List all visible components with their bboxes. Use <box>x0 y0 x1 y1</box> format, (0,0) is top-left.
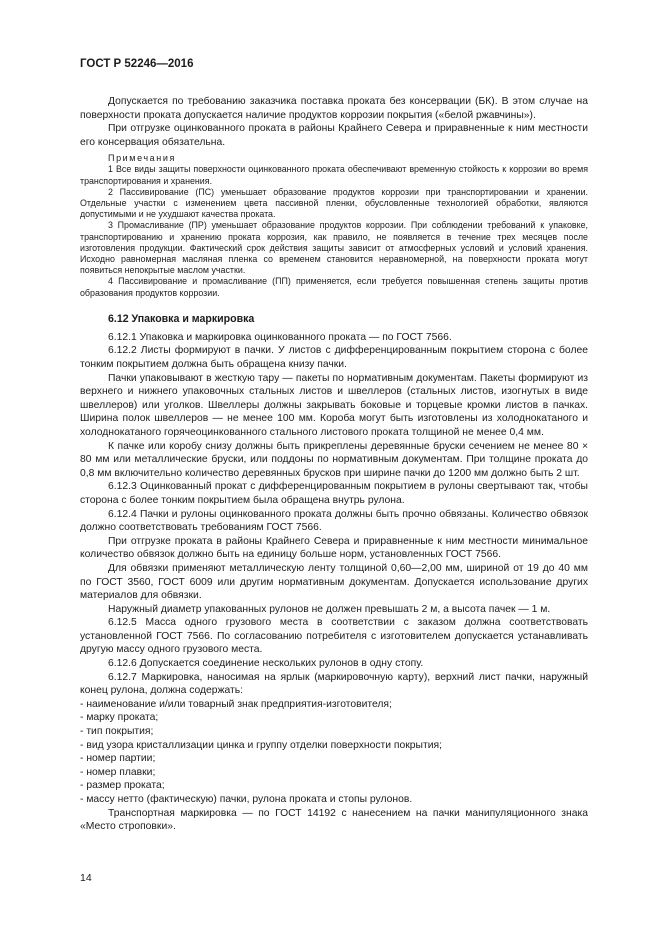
page-content <box>80 95 588 834</box>
section-title: 6.12 Упаковка и маркировка <box>108 312 255 325</box>
note-item: 4 Пассивирование и промасливание (ПП) применяется, если требуется повышенная степень защиты против образования продуктов коррозии. <box>80 276 588 298</box>
note-item: 1 Все виды защиты поверхности оцинкованного проката обеспечивают временную стойкость к коррозии во время транспортирования и хранения. <box>80 164 588 186</box>
section-paragraph: Для обвязки применяют металлическую ленту толщиной 0,60—2,00 мм, шириной от 19 до 40 мм по ГОСТ 3560, ГОСТ 6009 или другим нормативным документам. Допускается использование других материалов для обвязки. <box>80 562 588 602</box>
note-item: 2 Пассивирование (ПС) уменьшает образование продуктов коррозии при транспортировании и хранении. Отдельные участки с изменением цвета пассивной пленки, обусловленные технологией обработки, являются допустимыми и не ухудшают качества проката. <box>80 186 588 220</box>
list-item: - номер плавки; <box>80 766 156 778</box>
note-item: 3 Промасливание (ПР) уменьшает образование продуктов коррозии. При соблюдении требований к упаковке, транспортированию и хранению проката коррозия, как правило, не появляется в течение трех месяцев после изготовления продукции. Фактический срок действия защиты зависит от атмосферных условий и условий хранения. Исходно равномерная масляная пленка со временем становится неравномерной, на поверхности проката могут появиться непокрытые маслом участки. <box>80 220 588 276</box>
notes-title: Примечания <box>108 153 176 164</box>
list-item: - номер партии; <box>80 753 156 765</box>
list-item: - марку проката; <box>80 712 159 724</box>
section-paragraph: К пачке или коробу снизу должны быть прикреплены деревянные бруски сечением не менее 80 × 80 мм или металлические бруски, или поддоны по нормативным документам. При толщине проката до 0,8 мм включительно количество деревянных брусков при ширине пачки до 1200 мм должно быть 2 шт. <box>80 440 588 479</box>
document-header: ГОСТ Р 52246—2016 <box>80 58 194 70</box>
closing-paragraph: Транспортная маркировка — по ГОСТ 14192 с нанесением на пачки манипуляционного знака «Место строповки». <box>80 807 588 833</box>
page-number: 14 <box>80 872 92 884</box>
intro-paragraph: При отгрузке оцинкованного проката в районы Крайнего Севера и приравненные к ним местности его консервация обязательна. <box>80 123 588 148</box>
section-paragraph: Пачки упаковывают в жесткую тару — пакеты по нормативным документам. Пакеты формируют из верхнего и нижнего упаковочных стальных листов и швеллеров (стальных листов, изогнутых в виде швеллеров) или уголков. Швеллеры должны закрывать боковые и торцевые кромки листов в пачках. Ширина полок швеллеров — не менее 100 мм. Короба могут быть изготовлены из холоднокатаного и холоднокатаного горячеоцинкованного стального листового проката толщиной не менее 0,4 мм. <box>80 372 588 438</box>
section-paragraph: При отгрузке проката в районы Крайнего Севера и приравненные к ним местности минимальное количество обвязок должно быть на единицу больше норм, установленных ГОСТ 7566. <box>80 535 588 561</box>
section-paragraph: 6.12.6 Допускается соединение нескольких рулонов в одну стопу. <box>108 658 424 670</box>
section-paragraph: 6.12.5 Масса одного грузового места в соответствии с заказом должна соответствовать установленной ГОСТ 7566. По согласованию потребителя с изготовителем допускается устанавливать другую массу одного грузового места. <box>80 617 588 656</box>
section-paragraph: 6.12.4 Пачки и рулоны оцинкованного проката должны быть прочно обвязаны. Количество обвязок должно соответствовать требованиям ГОСТ 7566. <box>80 508 588 534</box>
section-paragraph: 6.12.1 Упаковка и маркировка оцинкованного проката — по ГОСТ 7566. <box>108 331 452 343</box>
section-paragraph: 6.12.2 Листы формируют в пачки. У листов с дифференцированным покрытием сторона с более тонким покрытием должна быть обращена книзу пачки. <box>80 345 588 370</box>
list-item: - вид узора кристаллизации цинка и группу отделки поверхности покрытия; <box>80 739 442 751</box>
list-item: - размер проката; <box>80 780 165 792</box>
section-paragraph: 6.12.3 Оцинкованный прокат с дифференцированным покрытием в рулоны свертывают так, чтобы сторона с более тонким покрытием была обращена внутрь рулона. <box>80 481 588 506</box>
list-item: - массу нетто (фактическую) пачки, рулона проката и стопы рулонов. <box>80 794 413 805</box>
list-item: - тип покрытия; <box>80 726 154 738</box>
section-paragraph: Наружный диаметр упакованных рулонов не должен превышать 2 м, а высота пачек — 1 м. <box>108 603 551 615</box>
list-item: - наименование и/или товарный знак предприятия-изготовителя; <box>80 698 392 710</box>
intro-paragraph: Допускается по требованию заказчика поставка проката без консервации (БК). В этом случае на поверхности проката допускается наличие продуктов коррозии покрытия («белой ржавчины»). <box>80 96 588 121</box>
section-paragraph: 6.12.7 Маркировка, наносимая на ярлык (маркировочную карту), верхний лист пачки, наружный конец рулона, должна содержать: <box>80 671 588 697</box>
